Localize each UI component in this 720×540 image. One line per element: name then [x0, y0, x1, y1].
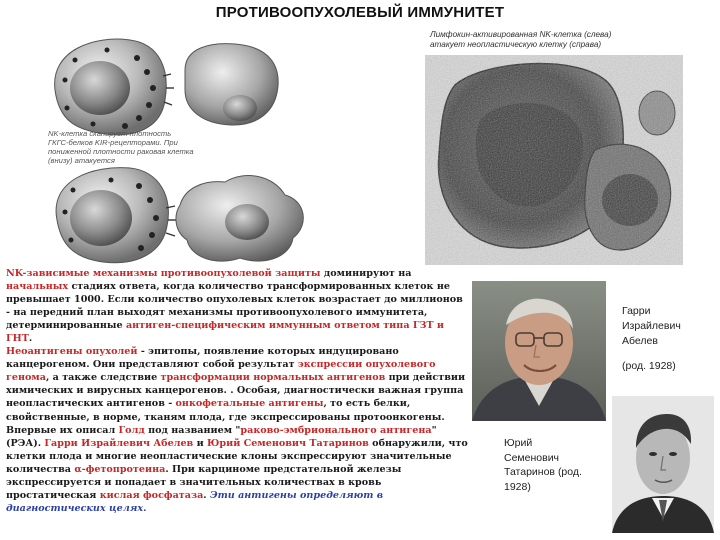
target-cell-bottom [176, 176, 303, 262]
caption-tatarinov: Юрий Семенович Татаринов (род. 1928) [504, 437, 582, 493]
caption-abelev: Гарри Израйлевич Абелев (род. 1928) [622, 305, 681, 372]
nk-cell-top [55, 39, 174, 135]
target-cell-top [185, 44, 278, 125]
em-photo-caption: Лимфокин-активированная NK-клетка (слева) атакует неопластическую клетку (справа) [430, 30, 612, 49]
page-title: ПРОТИВООПУХОЛЕВЫЙ ИММУНИТЕТ [215, 4, 505, 21]
main-text: NK-зависимые механизмы противоопухолевой защиты доминируют на начальных стадиях ответа, когда количество трансформированных клеток не превышает 1000. Если количество опухолевых клеток возрастает до миллионов - на передний план выходят механизмы противоопухолевого иммунитета, детерминированные антиген-специфическим иммунным ответом типа ГЗТ и ГНТ. Неоантигены опухолей - эпитопы, появление которых индуцировано канцерогеном. Они представляют собой результат экспрессии опухолевого генома, а также следствие трансформации нормальных антигенов при действии химических и вирусных канцерогенов. . Особая, диагностически важная группа неопластических антигенов - онкофетальные антигены, то есть белки, свойственные, в норме, тканям плода, где экспрессированы протоонкогены. Впервые их описал Голд под названием "раково-эмбрионального антигена" (РЭА). Гарри Израйлевич Абелев и Юрий Семенович Татаринов обнаружили, что клетки плода и многие неопластические клоны экспрессируют значительные количества α-фетопротеина. При карциноме предстательной железы экспрессируется и попадает в значительных количествах в кровь простатическая кислая фосфатаза. Эти антигены определяют в диагностических целях. [6, 268, 468, 514]
nk-cell-bottom [56, 168, 177, 263]
electron-micrograph [425, 55, 683, 265]
portrait-abelev [472, 281, 606, 421]
cell-diagram-caption: NK-клетка сканирует плотность ГКГС-белков KIR-рецепторами. При пониженной плотности раковая клетка (внизу) атакуется [48, 129, 194, 165]
portrait-tatarinov [612, 396, 714, 533]
